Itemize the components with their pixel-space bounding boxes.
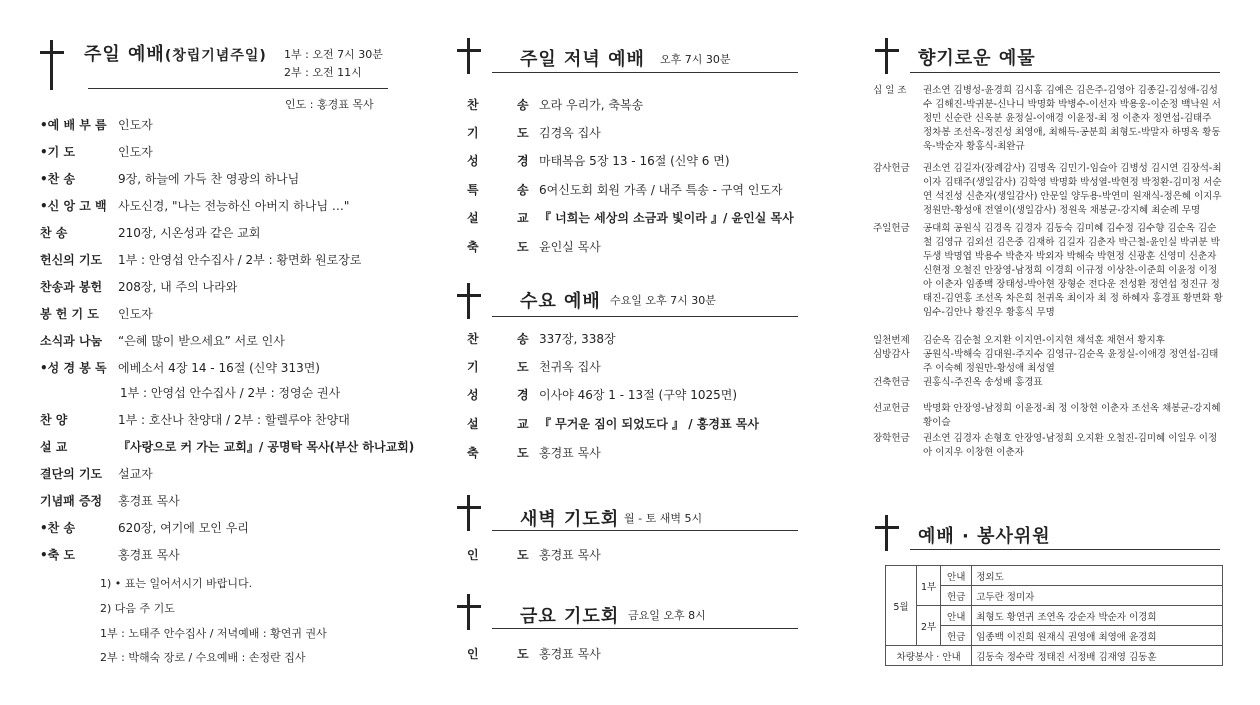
offering-names: 박명화 안장영-남정희 이윤정-최 정 이창현 이춘자 조선옥 채봉균-강지혜 황이슬: [923, 403, 1221, 428]
offering-category: 선교헌금: [873, 403, 910, 414]
order-label: 설: [467, 417, 479, 431]
friday-time: 금요일 오후 8시: [628, 609, 706, 622]
wednesday-time: 수요일 오후 7시 30분: [610, 294, 716, 307]
order-label: 인: [467, 548, 479, 562]
sunday-time-2: 2부 : 오전 11시: [284, 66, 362, 79]
order-value: 사도신경, "나는 전능하신 아버지 하나님 …": [118, 199, 350, 213]
order-label: 도: [517, 126, 529, 140]
cross-icon: [457, 495, 481, 531]
order-value: 인도자: [118, 145, 153, 159]
vehicle-label: 차량봉사 · 안내: [886, 646, 972, 666]
order-label: 도: [517, 647, 529, 661]
order-value: 인도자: [118, 118, 153, 132]
order-value: 『 너희는 세상의 소금과 빛이라 』/ 윤인실 목사: [539, 211, 794, 225]
sunday-leader: 인도 : 홍경표 목사: [285, 98, 374, 111]
order-label: 찬: [467, 98, 479, 112]
order-label: 도: [517, 548, 529, 562]
order-label: 헌신의 기도: [40, 253, 103, 267]
cross-icon: [40, 40, 64, 90]
order-value: 천귀옥 집사: [539, 360, 601, 374]
service-role: 헌금: [941, 586, 972, 606]
order-label: 기: [467, 360, 479, 374]
service-title: 예배 · 봉사위원: [918, 526, 1051, 547]
service-divider: [910, 549, 1220, 550]
order-value: 인도자: [118, 307, 153, 321]
service-table: [885, 565, 1223, 666]
order-value: 이사야 46장 1 - 13절 (구약 1025면): [539, 388, 738, 402]
sunday-divider: [88, 88, 388, 89]
service-names: 최형도 황연귀 조연옥 강순자 박순자 이경희: [972, 606, 1223, 626]
service-names: 임종백 이진희 원재식 권영애 최영애 윤경희: [972, 626, 1223, 646]
order-label: •축 도: [40, 548, 76, 562]
offering-category: 십 일 조: [873, 85, 907, 96]
wednesday-title: 수요 예배: [520, 291, 601, 312]
order-value: 홍경표 목사: [118, 548, 180, 562]
order-value: 홍경표 목사: [118, 494, 180, 508]
cross-icon: [875, 515, 899, 551]
offering-category: 주일헌금: [873, 223, 910, 234]
order-value: 에베소서 4장 14 - 16절 (신약 313면): [118, 361, 320, 375]
order-label: •성 경 봉 독: [40, 361, 107, 375]
service-month: 5월: [886, 566, 917, 646]
note-2: 2) 다음 주 기도: [100, 602, 175, 615]
order-label: •예 배 부 름: [40, 118, 107, 132]
order-label: 특: [467, 183, 479, 197]
dawn-time: 월 - 토 새벽 5시: [624, 512, 703, 525]
note-4: 2부 : 박해숙 장로 / 수요예배 : 손정란 집사: [100, 651, 306, 664]
vehicle-names: 김동숙 정수락 정태진 서정배 김재영 김동훈: [972, 646, 1223, 666]
order-value: 1부 : 안영섭 안수집사 / 2부 : 황면화 원로장로: [118, 253, 362, 267]
order-value: 208장, 내 주의 나라와: [118, 280, 238, 294]
order-value: 홍경표 목사: [539, 446, 601, 460]
offering-names: 권소연 김길자(장례감사) 김명옥 김민기-임슬아 김병성 김시연 김장석-최이자 김태주(생일감사) 김학영 박명화 박성열-박현정 박정환-김미정 서순연 석진성 신춘자(생일감사) 안문일 양두용-박연미 원재식-정은혜 이지우 정원만-황성애 전열이(생일감사) 정원욱 채봉균-강지혜 최순례 무명: [923, 163, 1222, 216]
order-label: 축: [467, 446, 479, 460]
order-label: 기: [467, 126, 479, 140]
offering-names: 김순옥 김순철 오지환 이지연-이지현 채석훈 채현서 황지후: [923, 335, 1165, 346]
order-label: 찬송과 봉헌: [40, 280, 103, 294]
evening-divider: [492, 72, 798, 73]
dawn-divider: [492, 530, 798, 531]
order-label: 교: [517, 417, 529, 431]
order-value: 1부 : 안영섭 안수집사 / 2부 : 정영순 권사: [120, 386, 341, 400]
offering-names: 공대희 공원식 김경옥 김경자 김동숙 김미혜 김수정 김수향 김순옥 김순철 김영규 김외선 김은중 김재하 김길자 김춘자 박근철-윤인실 박귀분 박두생 박명엽 박용수 박춘자 박외자 박해숙 박현정 신광훈 신영미 신춘자 신현정 오철진 안장영-남정희 이경희 이규정 이상찬-이준희 이윤정 이정아 이춘자 임종백 장태성-박아현 장형순 전다운 전성환 정연섭 정진규 정태진-김연홍 조선옥 차은희 천귀옥 최이자 최 정 하혜자 홍경표 황면화 황임수-김안나 황진우 황홍식 무명: [923, 223, 1223, 318]
cross-icon: [457, 283, 481, 319]
sunday-time-1: 1부 : 오전 7시 30분: [284, 48, 383, 61]
order-value: 620장, 여기에 모인 우리: [118, 521, 249, 535]
order-value: 210장, 시온성과 같은 교회: [118, 226, 261, 240]
offering-names: 권소연 김경자 손형호 안장영-남정희 오지환 오철진-김미혜 이일우 이정아 이지우 이창현 이춘자: [923, 433, 1218, 458]
cross-icon: [457, 594, 481, 630]
friday-title: 금요 기도회: [520, 606, 620, 627]
order-label: 소식과 나눔: [40, 334, 103, 348]
service-role: 헌금: [941, 626, 972, 646]
service-part-1: 1부: [917, 566, 941, 606]
order-label: 교: [517, 211, 529, 225]
order-value: 『사랑으로 커 가는 교회』/ 공명탁 목사(부산 하나교회): [118, 440, 415, 454]
order-label: •기 도: [40, 145, 76, 159]
order-label: 성: [467, 388, 479, 402]
offering-category: 건축헌금: [873, 377, 910, 388]
order-label: 찬: [467, 332, 479, 346]
order-value: 오라 우리가, 축복송: [539, 98, 644, 112]
order-value: 설교자: [118, 467, 153, 481]
order-label: 성: [467, 154, 479, 168]
order-value: 9장, 하늘에 가득 찬 영광의 하나님: [118, 172, 300, 186]
order-label: 봉 헌 기 도: [40, 307, 99, 321]
cross-icon: [875, 38, 899, 74]
order-label: 찬 양: [40, 413, 68, 427]
order-value: 6여신도회 회원 가족 / 내주 특송 - 구역 인도자: [539, 183, 783, 197]
order-label: 결단의 기도: [40, 467, 103, 481]
note-3: 1부 : 노태주 안수집사 / 저녁예배 : 황연귀 권사: [100, 627, 327, 640]
order-label: 인: [467, 647, 479, 661]
order-value: 김경옥 집사: [539, 126, 601, 140]
cross-icon: [457, 38, 481, 74]
order-label: 기념패 증정: [40, 494, 103, 508]
order-value: 1부 : 호산나 찬양대 / 2부 : 할렐루야 찬양대: [118, 413, 350, 427]
order-label: 도: [517, 360, 529, 374]
order-label: 설: [467, 211, 479, 225]
service-role: 안내: [941, 566, 972, 586]
order-value: 홍경표 목사: [539, 548, 601, 562]
offering-category: 심방감사: [873, 349, 910, 360]
order-label: 송: [517, 98, 529, 112]
service-names: 고두란 정미자: [972, 586, 1223, 606]
evening-time: 오후 7시 30분: [660, 53, 731, 66]
order-label: 송: [517, 183, 529, 197]
offering-category: 장학헌금: [873, 433, 910, 444]
sunday-title: 주일 예배(창립기념주일): [84, 44, 267, 65]
dawn-title: 새벽 기도회: [520, 509, 620, 530]
offering-category: 감사헌금: [873, 163, 910, 174]
offerings-divider: [910, 72, 1220, 73]
order-value: 『 무거운 짐이 되었도다 』 / 홍경표 목사: [539, 417, 759, 431]
order-label: 찬 송: [40, 226, 68, 240]
offerings-title: 향기로운 예물: [918, 48, 1036, 69]
offering-names: 공원식-박해숙 김대원-주지수 김영규-김순옥 윤정실-이애경 정연섭-김태주 이숙혜 정원만-황성애 최성열: [923, 349, 1219, 374]
order-label: 도: [517, 446, 529, 460]
offering-names: 권홍식-주진옥 송성배 홍경표: [923, 377, 1043, 388]
order-label: 경: [517, 388, 529, 402]
order-label: •찬 송: [40, 172, 76, 186]
offering-category: 일천번제: [873, 335, 910, 346]
order-label: 경: [517, 154, 529, 168]
order-label: 설 교: [40, 440, 68, 454]
service-names: 정외도: [972, 566, 1223, 586]
order-value: “은혜 많이 받으세요” 서로 인사: [118, 334, 285, 348]
note-1: 1) • 표는 일어서시기 바랍니다.: [100, 577, 253, 590]
service-role: 안내: [941, 606, 972, 626]
order-label: 축: [467, 240, 479, 254]
order-label: •신 앙 고 백: [40, 199, 107, 213]
offering-names: 권소연 김병성-윤경희 김시홍 김예은 김은주-김영아 김종길-김성애-김성수 김해진-박귀분-신나니 박명화 박병수-이선자 박용웅-이순정 백낙원 서정민 신순란 신옥분 윤정실-이애경 이윤정-최 정 이춘자 정연섭-김태주 정차봉 조선옥-정진성 최영애, 최해득-공분희 최형도-박말자 하명옥 황동욱-박순자 황홍식-최완규: [923, 85, 1221, 152]
service-part-2: 2부: [917, 606, 941, 646]
friday-divider: [492, 628, 798, 629]
order-label: 도: [517, 240, 529, 254]
wednesday-divider: [492, 316, 798, 317]
evening-title: 주일 저녁 예배: [520, 49, 645, 70]
order-value: 홍경표 목사: [539, 647, 601, 661]
order-label: 송: [517, 332, 529, 346]
order-value: 마태복음 5장 13 - 16절 (신약 6 면): [539, 154, 730, 168]
order-value: 337장, 338장: [539, 332, 616, 346]
order-value: 윤인실 목사: [539, 240, 601, 254]
order-label: •찬 송: [40, 521, 76, 535]
